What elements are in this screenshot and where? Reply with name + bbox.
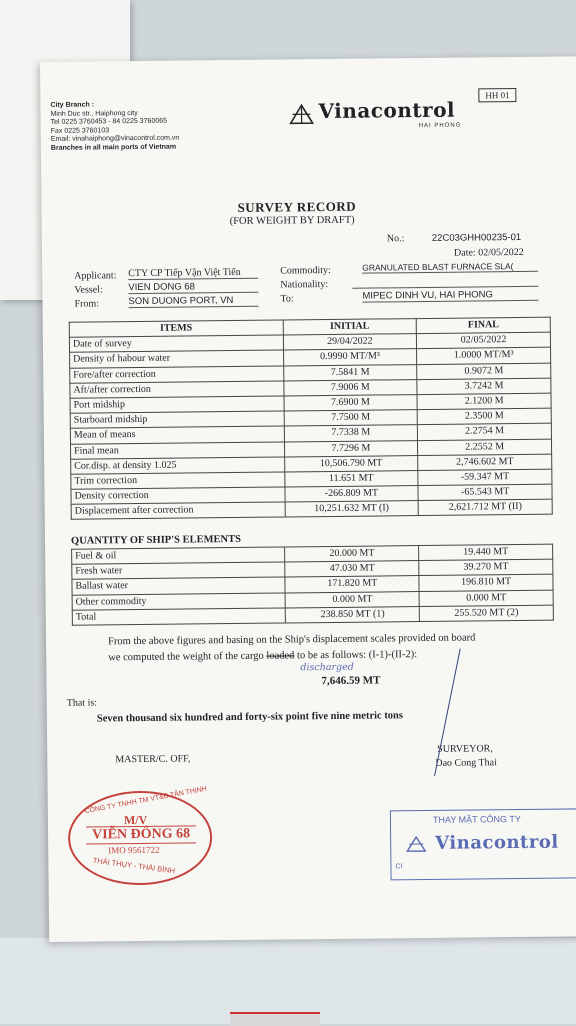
- commodity-label: Commodity:: [280, 265, 331, 277]
- initial-value: 47.030 MT: [285, 561, 419, 578]
- final-value: 2.1200 M: [417, 393, 551, 410]
- final-value: 2,621.712 MT (II): [418, 499, 552, 516]
- initial-value: 0.9990 MT/M³: [283, 349, 417, 366]
- final-value: 2.2754 M: [418, 423, 552, 440]
- form-code: HH 01: [478, 88, 516, 102]
- stamp-vessel-name: VIỄN ĐÔNG 68: [86, 825, 196, 844]
- final-value: 196.810 MT: [419, 575, 553, 592]
- surveyor-label: SURVEYOR,: [437, 743, 493, 755]
- column-header-initial: INITIAL: [283, 319, 417, 336]
- final-value: 2.3500 M: [417, 408, 551, 425]
- statement-text: we computed the weight of the cargo: [108, 651, 266, 664]
- initial-value: 20.000 MT: [285, 546, 419, 563]
- applicant-value: CTY CP Tiếp Vận Việt Tiến: [128, 267, 258, 280]
- branch-line: City Branch :: [50, 101, 179, 111]
- vinacontrol-logo: [288, 98, 455, 126]
- initial-value: 10,506.790 MT: [284, 455, 418, 472]
- company-stamp: [390, 808, 576, 880]
- document-subtitle: (FOR WEIGHT BY DRAFT): [230, 215, 355, 227]
- branch-info: [50, 101, 179, 153]
- commodity-value: GRANULATED BLAST FURNACE SLA(: [362, 261, 538, 274]
- initial-value: 7.6900 M: [284, 395, 418, 412]
- record-number: 22C03GHH00235-01: [432, 232, 521, 244]
- final-value: 255.520 MT (2): [419, 605, 553, 622]
- initial-value: 7.7296 M: [284, 440, 418, 457]
- final-value: 0.9072 M: [417, 363, 551, 380]
- applicant-label: Applicant:: [74, 270, 116, 281]
- weight-in-words: Seven thousand six hundred and forty-six point five nine metric tons: [97, 710, 403, 724]
- item-name: Cor.disp. at density 1.025: [71, 457, 285, 474]
- stamp-bottom-text: THÁI THỤY - THÁI BÌNH: [92, 856, 175, 876]
- item-name: Port midship: [70, 396, 284, 413]
- scale-emblem-icon: [405, 835, 427, 853]
- vessel-label: Vessel:: [74, 284, 102, 295]
- item-name: Mean of means: [70, 426, 284, 443]
- statement-text: to be as follows: (I-1)-(II-2):: [294, 649, 417, 661]
- final-value: 2.2552 M: [418, 439, 552, 456]
- item-name: Displacement after correction: [71, 502, 285, 519]
- branch-line: Fax 0225 3760103: [51, 126, 180, 136]
- initial-value: 7.5841 M: [283, 364, 417, 381]
- logo-subtitle: HAI PHONG: [419, 123, 462, 129]
- vessel-value: VIEN DONG 68: [128, 281, 258, 294]
- item-name: Fore/after correction: [70, 366, 284, 383]
- initial-value: 7.9006 M: [283, 379, 417, 396]
- stamp-ring-text: CÔNG TY TNHH TM VT&B TÂN THỊNH: [84, 786, 207, 816]
- branch-line: Tel 0225 3760453 - 84 0225 3760065: [51, 118, 180, 128]
- vessel-stamp: [68, 790, 213, 886]
- item-name: Starboard midship: [70, 411, 284, 428]
- element-name: Ballast water: [72, 577, 286, 594]
- item-name: Trim correction: [71, 472, 285, 489]
- column-header-items: ITEMS: [69, 320, 283, 337]
- branch-line: Branches in all main ports of Vietnam: [51, 143, 180, 153]
- initial-value: 7.7500 M: [284, 410, 418, 427]
- element-name: Fresh water: [72, 562, 286, 579]
- from-value: SON DUONG PORT, VN: [128, 295, 258, 308]
- cargo-weight-result: 7,646.59 MT: [321, 674, 380, 687]
- element-name: Fuel & oil: [72, 547, 286, 564]
- final-value: 0.000 MT: [419, 590, 553, 607]
- from-label: From:: [74, 298, 99, 309]
- initial-value: 171.820 MT: [285, 576, 419, 593]
- number-label: No.:: [387, 233, 405, 244]
- final-value: 39.270 MT: [419, 559, 553, 576]
- item-name: Density correction: [71, 487, 285, 504]
- record-date: Date: 02/05/2022: [454, 247, 524, 259]
- final-value: 1.0000 MT/M³: [417, 348, 551, 365]
- master-label: MASTER/C. OFF,: [115, 753, 190, 765]
- element-name: Other commodity: [72, 593, 286, 610]
- initial-value: 0.000 MT: [286, 591, 420, 608]
- company-stamp-logo: Vinacontrol: [435, 832, 559, 854]
- document-title: SURVEY RECORD: [237, 199, 356, 216]
- company-stamp-code: CI: [395, 863, 402, 870]
- surveyor-name: Dao Cong Thai: [435, 757, 497, 769]
- to-label: To:: [280, 293, 293, 304]
- nationality-value: [352, 275, 538, 289]
- branch-line: Minh Duc str., Haiphong city: [51, 109, 180, 119]
- handwritten-correction: discharged: [300, 662, 354, 674]
- item-name: Density of habour water: [70, 350, 284, 367]
- item-name: Date of survey: [69, 335, 283, 352]
- initial-value: 29/04/2022: [283, 334, 417, 351]
- draft-survey-table: [69, 317, 553, 520]
- branch-line: Email: vinahaiphong@vinacontrol.com.vn: [51, 135, 180, 145]
- nationality-label: Nationality:: [280, 279, 328, 290]
- company-stamp-title: THAY MẶT CÔNG TY: [433, 814, 521, 825]
- to-value: MIPEC DINH VU, HAI PHONG: [362, 289, 538, 303]
- final-value: 2,746.602 MT: [418, 454, 552, 471]
- initial-value: -266.809 MT: [284, 486, 418, 503]
- item-name: Aft/after correction: [70, 381, 284, 398]
- stamp-mv: M/V: [124, 813, 147, 828]
- initial-value: 10,251.632 MT (I): [285, 501, 419, 518]
- final-value: -65.543 MT: [418, 484, 552, 501]
- column-header-final: FINAL: [416, 317, 550, 334]
- that-is-label: That is:: [67, 697, 97, 708]
- final-value: 3.7242 M: [417, 378, 551, 395]
- logo-text: Vinacontrol: [318, 98, 455, 123]
- item-name: Final mean: [70, 441, 284, 458]
- initial-value: 11.651 MT: [284, 470, 418, 487]
- statement-line-1: From the above figures and basing on the Ship's displacement scales provided on board: [108, 632, 475, 647]
- element-name: Total: [72, 608, 286, 625]
- initial-value: 7.7338 M: [284, 425, 418, 442]
- stamp-imo: IMO 9561722: [108, 845, 159, 856]
- struck-word: loaded: [266, 650, 294, 661]
- initial-value: 238.850 MT (1): [286, 606, 420, 623]
- statement-line-2: [108, 649, 417, 663]
- ship-elements-table: [71, 544, 554, 626]
- scale-emblem-icon: [288, 103, 314, 125]
- final-value: 19.440 MT: [419, 544, 553, 561]
- final-value: 02/05/2022: [417, 332, 551, 349]
- elements-title: QUANTITY OF SHIP'S ELEMENTS: [71, 534, 241, 547]
- final-value: -59.347 MT: [418, 469, 552, 486]
- survey-document: [40, 56, 576, 942]
